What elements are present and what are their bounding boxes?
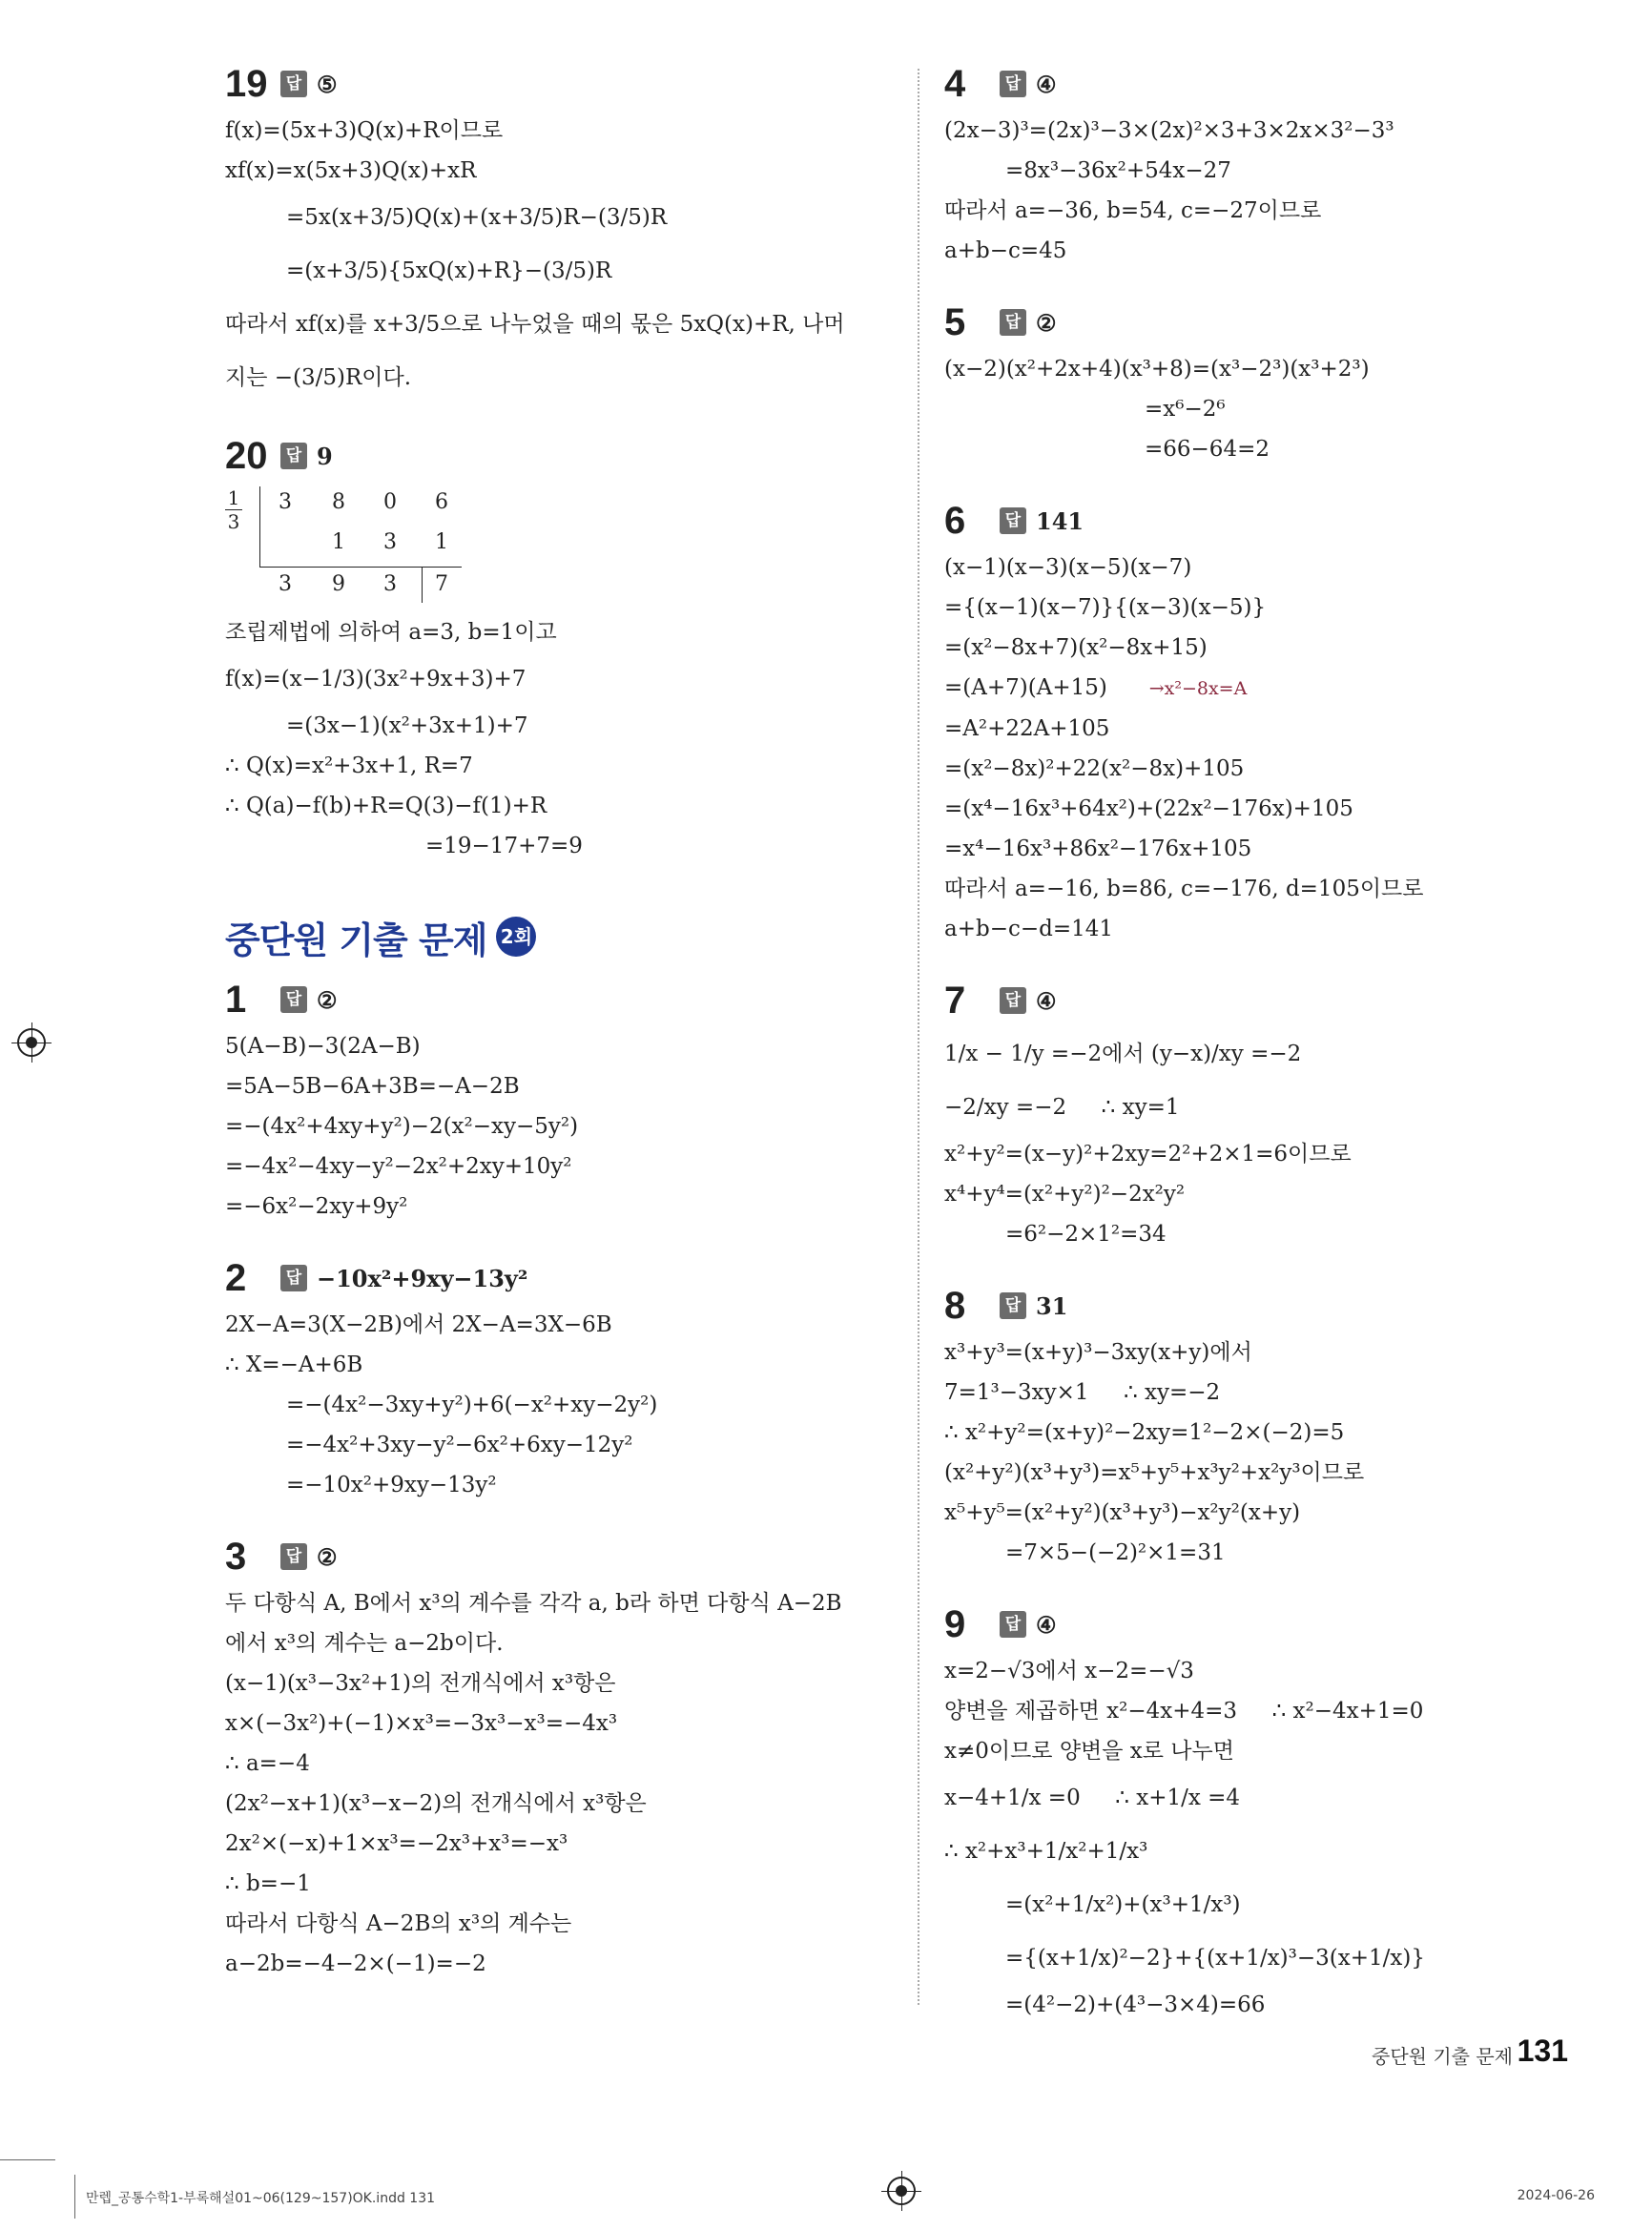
divisor-denominator: 3 [225, 509, 242, 533]
solution-line: x⁵+y⁵=(x²+y²)(x³+y³)−x²y²(x+y) [944, 1500, 1301, 1525]
solution-line: =5x(x+3/5)Q(x)+(x+3/5)R−(3/5)R [286, 205, 668, 230]
remainder-value: 7 [435, 572, 448, 596]
footer-section-label: 중단원 기출 문제 [1372, 2045, 1513, 2068]
answer-badge: 답 [1000, 1611, 1026, 1638]
page-number: 131 [1517, 2034, 1568, 2068]
solution-line: x≠0이므로 양변을 x로 나누면 [944, 1739, 1234, 1764]
coefficient: 6 [435, 490, 448, 514]
answer-value: −10x²+9xy−13y² [317, 1264, 528, 1292]
crop-mark [0, 2159, 55, 2160]
solution-line: =−4x²−4xy−y²−2x²+2xy+10y² [225, 1154, 572, 1179]
solution-line: =A²+22A+105 [944, 716, 1110, 741]
problem-6 [944, 494, 1593, 949]
solution-line: a+b−c=45 [944, 238, 1067, 263]
answer-value: ② [317, 1542, 338, 1571]
answer-badge: 답 [280, 1265, 307, 1291]
right-column [944, 57, 1593, 2050]
product-value: 1 [332, 530, 345, 554]
solution-line: ∴ a=−4 [225, 1751, 310, 1776]
solution-line: 5(A−B)−3(2A−B) [225, 1034, 421, 1059]
substitution-note: →x²−8x=A [1148, 678, 1248, 699]
solution-line: =19−17+7=9 [425, 834, 583, 858]
solution-line: =−6x²−2xy+9y² [225, 1194, 408, 1219]
solution-line: =−10x²+9xy−13y² [286, 1473, 497, 1497]
problem-header [225, 57, 893, 111]
section-title [225, 910, 893, 963]
answer-badge: 답 [1000, 507, 1026, 534]
remainder-box-rule [422, 567, 423, 603]
solution-line: =(x+3/5){5xQ(x)+R}−(3/5)R [286, 258, 612, 283]
solution-line: x−4+1/x =0 ∴ x+1/x =4 [944, 1786, 1241, 1810]
solution-line: =(x²−8x)²+22(x²−8x)+105 [944, 756, 1245, 781]
divisor-fraction [225, 486, 242, 533]
solution-line: 따라서 a=−16, b=86, c=−176, d=105이므로 [944, 877, 1424, 901]
solution-line: 2x²×(−x)+1×x³=−2x³+x³=−x³ [225, 1831, 568, 1856]
print-date: 2024-06-26 [1517, 2188, 1595, 2203]
problem-number: 3 [225, 1535, 247, 1578]
synthetic-division [225, 486, 473, 601]
left-column [225, 57, 893, 2009]
solution-line: 조립제법에 의하여 a=3, b=1이고 [225, 620, 557, 645]
solution-line: 따라서 a=−36, b=54, c=−27이므로 [944, 198, 1322, 223]
solution-line: 2X−A=3(X−2B)에서 2X−A=3X−6B [225, 1312, 612, 1337]
solution-line: =−4x²+3xy−y²−6x²+6xy−12y² [286, 1433, 633, 1457]
answer-badge: 답 [1000, 1292, 1026, 1319]
solution-line: =6²−2×1²=34 [1005, 1222, 1167, 1247]
solution-line: =(3x−1)(x²+3x+1)+7 [286, 713, 528, 738]
solution-line: =(x²−8x+7)(x²−8x+15) [944, 635, 1208, 660]
problem-number: 20 [225, 434, 268, 477]
solution-line: =x⁶−2⁶ [1145, 397, 1226, 422]
solution-line: (x−1)(x³−3x²+1)의 전개식에서 x³항은 [225, 1671, 616, 1696]
result-value: 3 [383, 572, 397, 596]
solution-line: ∴ Q(x)=x²+3x+1, R=7 [225, 754, 473, 778]
solution-line: 따라서 다항식 A−2B의 x³의 계수는 [225, 1911, 572, 1936]
solution-line: a+b−c−d=141 [944, 917, 1114, 941]
solution-line: f(x)=(x−1/3)(3x²+9x+3)+7 [225, 667, 527, 692]
coefficient: 0 [383, 490, 397, 514]
answer-value: ④ [1036, 1610, 1057, 1639]
answer-badge: 답 [280, 986, 307, 1013]
problem-number: 5 [944, 300, 966, 343]
result-value: 3 [279, 572, 292, 596]
divisor-numerator: 1 [227, 486, 240, 509]
solution-line: =−(4x²−3xy+y²)+6(−x²+xy−2y²) [286, 1393, 658, 1417]
solution-line: 두 다항식 A, B에서 x³의 계수를 각각 a, b라 하면 다항식 A−2B [225, 1591, 842, 1616]
solution-line: (x−1)(x−3)(x−5)(x−7) [944, 555, 1192, 580]
problem-number: 4 [944, 62, 966, 105]
solution-line: ={(x+1/x)²−2}+{(x+1/x)³−3(x+1/x)} [1005, 1946, 1425, 1971]
answer-badge: 답 [280, 71, 307, 97]
problem-header [225, 1251, 893, 1305]
solution-line: =(x⁴−16x³+64x²)+(22x²−176x)+105 [944, 796, 1353, 821]
solution-line: −2/xy =−2 ∴ xy=1 [944, 1095, 1180, 1120]
problem-number: 8 [944, 1284, 966, 1327]
solution-line: ∴ Q(a)−f(b)+R=Q(3)−f(1)+R [225, 794, 547, 818]
problem-number: 6 [944, 499, 966, 542]
solution-line: 7=1³−3xy×1 ∴ xy=−2 [944, 1380, 1221, 1405]
solution-line: ∴ x²+x³+1/x²+1/x³ [944, 1839, 1148, 1864]
solution-line: ∴ b=−1 [225, 1871, 311, 1896]
problem-header [944, 1279, 1593, 1332]
answer-value: 9 [317, 442, 333, 470]
problem-number: 9 [944, 1602, 966, 1645]
solution-line: 1/x − 1/y =−2에서 (y−x)/xy =−2 [944, 1042, 1302, 1066]
solution-line: ={(x−1)(x−7)}{(x−3)(x−5)} [944, 595, 1267, 620]
answer-badge: 답 [1000, 309, 1026, 336]
answer-value: ② [1036, 308, 1057, 337]
problem-number: 2 [225, 1256, 247, 1299]
solution-line: x²+y²=(x−y)²+2xy=2²+2×1=6이므로 [944, 1142, 1352, 1167]
solution-line: 따라서 xf(x)를 x+3/5으로 나누었을 때의 몫은 5xQ(x)+R, 나머 [225, 312, 845, 337]
solution-line: (2x−3)³=(2x)³−3×(2x)²×3+3×2x×3²−3³ [944, 118, 1394, 143]
problem-header [225, 429, 893, 483]
solution-line: x⁴+y⁴=(x²+y²)²−2x²y² [944, 1182, 1186, 1207]
answer-value: ⑤ [317, 70, 338, 98]
problem-20 [225, 429, 893, 866]
answer-badge: 답 [280, 1543, 307, 1570]
answer-badge: 답 [1000, 987, 1026, 1014]
print-file-info: 만렙_공통수학1-부록해설01~06(129~157)OK.indd 131 [86, 2191, 436, 2206]
problem-header [944, 296, 1593, 349]
solution-line: f(x)=(5x+3)Q(x)+R이므로 [225, 118, 504, 143]
solution-line: x=2−√3에서 x−2=−√3 [944, 1659, 1194, 1683]
coefficient: 8 [332, 490, 345, 514]
answer-value: 31 [1036, 1291, 1068, 1320]
registration-mark-icon [887, 2177, 916, 2205]
problem-1 [225, 973, 893, 1227]
solution-line: xf(x)=x(5x+3)Q(x)+xR [225, 158, 477, 183]
problem-5 [944, 296, 1593, 469]
problem-7 [944, 974, 1593, 1254]
answer-value: 141 [1036, 506, 1084, 535]
problem-header [225, 973, 893, 1026]
solution-line: =5A−5B−6A+3B=−A−2B [225, 1074, 520, 1099]
solution-line [944, 668, 1593, 709]
problem-header [944, 57, 1593, 111]
division-horizontal-rule [259, 567, 462, 568]
solution-line: (x²+y²)(x³+y³)=x⁵+y⁵+x³y²+x²y³이므로 [944, 1460, 1365, 1485]
solution-line: ∴ X=−A+6B [225, 1352, 363, 1377]
answer-value: ④ [1036, 70, 1057, 98]
problem-3 [225, 1530, 893, 1984]
division-vertical-rule [259, 486, 260, 567]
problem-19 [225, 57, 893, 404]
problem-number: 7 [944, 979, 966, 1022]
problem-8 [944, 1279, 1593, 1573]
solution-line: =8x³−36x²+54x−27 [1005, 158, 1231, 183]
section-title-text: 중단원 기출 문제 [225, 919, 487, 961]
problem-number: 19 [225, 62, 268, 105]
solution-line: =(4²−2)+(4³−3×4)=66 [1005, 1993, 1266, 2017]
column-divider [918, 69, 919, 2005]
substitution-step: =(A+7)(A+15) [944, 675, 1107, 700]
solution-line: =−(4x²+4xy+y²)−2(x²−xy−5y²) [225, 1114, 579, 1139]
answer-badge: 답 [1000, 71, 1026, 97]
solution-line: =(x²+1/x²)+(x³+1/x³) [1005, 1892, 1241, 1917]
solution-line: a−2b=−4−2×(−1)=−2 [225, 1951, 486, 1976]
solution-line: (x−2)(x²+2x+4)(x³+8)=(x³−2³)(x³+2³) [944, 357, 1370, 382]
result-value: 9 [332, 572, 345, 596]
problem-9 [944, 1598, 1593, 2025]
solution-line: 지는 −(3/5)R이다. [225, 365, 412, 390]
answer-value: ② [317, 985, 338, 1014]
solution-line: =66−64=2 [1145, 437, 1270, 462]
registration-mark-icon [17, 1028, 46, 1057]
solution-line: 양변을 제곱하면 x²−4x+4=3 ∴ x²−4x+1=0 [944, 1699, 1424, 1724]
product-value: 3 [383, 530, 397, 554]
answer-value: ④ [1036, 986, 1057, 1015]
problem-header [944, 974, 1593, 1027]
round-badge: 2회 [496, 917, 536, 957]
problem-header [944, 1598, 1593, 1651]
solution-line: ∴ x²+y²=(x+y)²−2xy=1²−2×(−2)=5 [944, 1420, 1345, 1445]
solution-line: (2x²−x+1)(x³−x−2)의 전개식에서 x³항은 [225, 1791, 647, 1816]
problem-header [225, 1530, 893, 1583]
problem-number: 1 [225, 978, 247, 1021]
product-value: 1 [435, 530, 448, 554]
solution-line: 에서 x³의 계수는 a−2b이다. [225, 1631, 504, 1656]
answer-badge: 답 [280, 443, 307, 469]
solution-line: x³+y³=(x+y)³−3xy(x+y)에서 [944, 1340, 1252, 1365]
problem-4 [944, 57, 1593, 271]
problem-header [944, 494, 1593, 547]
problem-2 [225, 1251, 893, 1505]
solution-line: x×(−3x²)+(−1)×x³=−3x³−x³=−4x³ [225, 1711, 618, 1736]
solution-line: =7×5−(−2)²×1=31 [1005, 1540, 1226, 1565]
solution-line: =x⁴−16x³+86x²−176x+105 [944, 836, 1252, 861]
coefficient: 3 [279, 490, 292, 514]
crop-mark [74, 2175, 75, 2219]
